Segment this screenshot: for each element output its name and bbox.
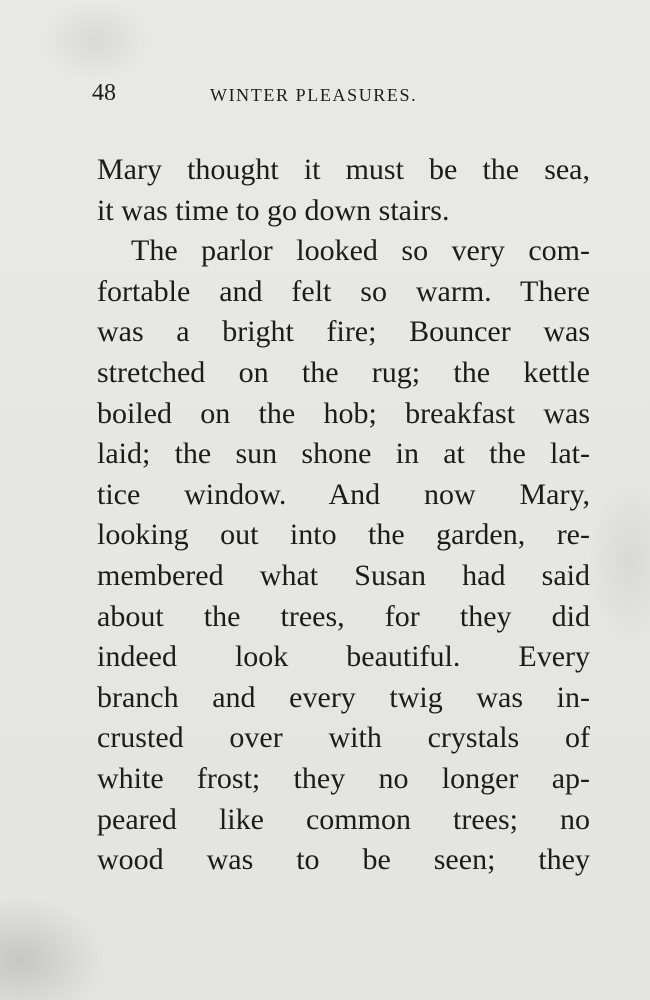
text-line: wood was to be seen; they xyxy=(97,843,590,877)
text-line: about the trees, for they did xyxy=(97,599,590,633)
text-line: crusted over with crystals of xyxy=(97,721,590,755)
text-line: boiled on the hob; breakfast was xyxy=(97,396,590,430)
text-line: fortable and felt so warm. There xyxy=(97,274,590,308)
text-line: white frost; they no longer ap- xyxy=(97,761,590,795)
text-line: it was time to go down stairs. xyxy=(97,193,450,227)
text-line: indeed look beautiful. Every xyxy=(97,640,590,674)
text-line: The parlor looked so very com- xyxy=(131,234,590,268)
text-line: was a bright fire; Bouncer was xyxy=(97,315,590,349)
text-line: peared like common trees; no xyxy=(97,802,590,836)
running-head: WINTER PLEASURES. xyxy=(210,85,418,105)
text-line: tice window. And now Mary, xyxy=(97,477,590,511)
text-line: branch and every twig was in- xyxy=(97,680,590,714)
text-line: membered what Susan had said xyxy=(97,558,590,592)
page-number: 48 xyxy=(92,80,116,106)
text-line: stretched on the rug; the kettle xyxy=(97,355,590,389)
page-header xyxy=(92,80,592,116)
text-line: laid; the sun shone in at the lat- xyxy=(97,437,590,471)
body-text xyxy=(97,150,590,881)
text-line: Mary thought it must be the sea, xyxy=(97,153,590,186)
text-line: looking out into the garden, re- xyxy=(97,518,590,552)
